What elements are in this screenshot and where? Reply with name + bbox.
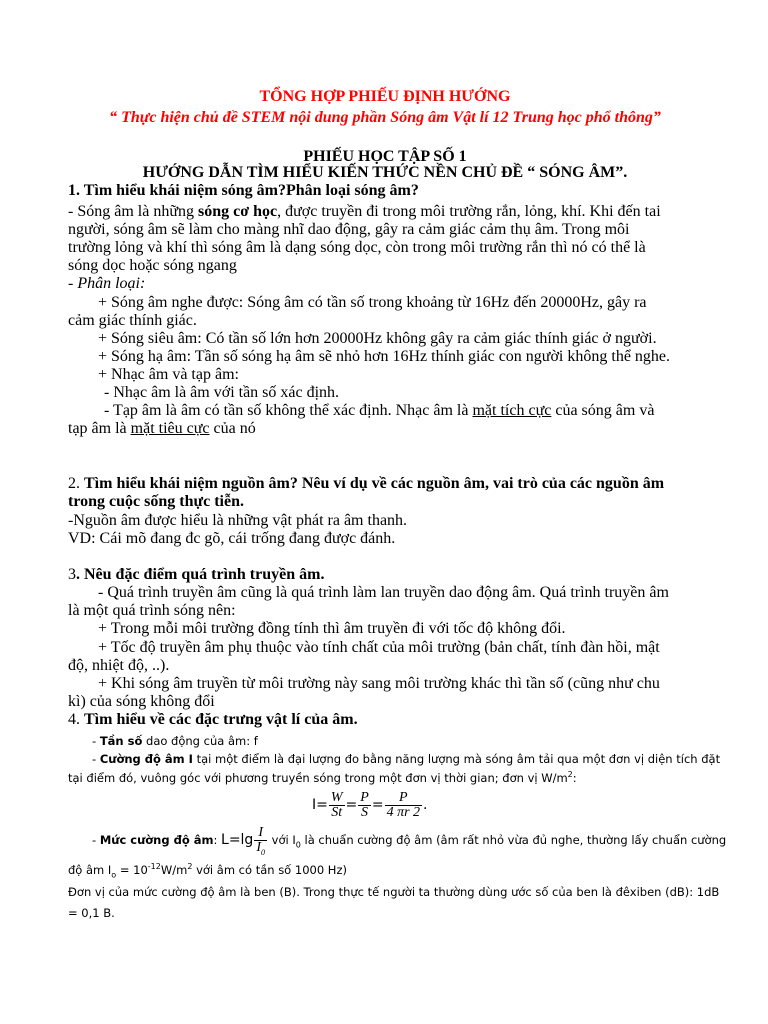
- document-title: TỔNG HỢP PHIẾU ĐỊNH HƯỚNG: [259, 88, 511, 105]
- denominator: St: [331, 805, 343, 821]
- underlined-text: mặt tích cực: [472, 402, 552, 419]
- formula-end: .: [423, 797, 428, 813]
- emphasis-text: sóng cơ học: [198, 203, 278, 220]
- subscript: 0: [261, 847, 265, 857]
- section-number: 4.: [68, 711, 84, 728]
- numerator: W: [330, 790, 343, 806]
- equals-sign: =: [345, 797, 358, 813]
- text-run: của sóng âm và: [551, 402, 655, 419]
- intensity-formula: [312, 788, 768, 822]
- classification-subitem: - Nhạc âm là âm với tần số xác định.: [104, 384, 340, 401]
- text-run: -: [92, 752, 100, 766]
- section-4-heading: [68, 710, 708, 729]
- text-run: tại một điểm là đại lượng đo bằng năng lượng mà sóng âm tải qua một đơn vị diện tích đặt: [192, 752, 721, 766]
- text-run: dao động của âm: f: [142, 734, 258, 748]
- classification-subitem-cont: [68, 419, 708, 438]
- section-3-line: - Quá trình truyền âm cũng là quá trình làm lan truyền dao động âm. Quá trình truyền âm: [98, 584, 669, 601]
- denominator: [254, 841, 267, 855]
- superscript: -12: [147, 862, 161, 872]
- denominator: 4 πr 2: [386, 805, 421, 821]
- classification-item: + Sóng siêu âm: Có tần số lớn hơn 20000Hz không gây ra cảm giác thính giác ở người.: [98, 330, 657, 347]
- classification-subitem: [104, 401, 744, 420]
- section-number: 2.: [68, 475, 84, 492]
- section-1-paragraph-line: [68, 202, 708, 221]
- text-run: -: [92, 833, 100, 847]
- text-run: - Sóng âm là những: [68, 203, 198, 220]
- unit-line: Đơn vị của mức cường độ âm là ben (B). Trong thực tế người ta thường dùng ước số của ben là đêxiben (dB): 1dB: [68, 885, 720, 899]
- classification-item-cont: cảm giác thính giác.: [68, 312, 197, 329]
- term-text: Mức cường độ âm: [99, 833, 214, 847]
- section-1-paragraph-line: trường lỏng và khí thì sóng âm là dạng sóng dọc, còn trong môi trường rắn thì nó có thể là: [68, 239, 646, 256]
- text-run: = 10: [116, 863, 148, 877]
- section-2-heading: [68, 474, 708, 493]
- text-run: W/m: [160, 863, 188, 877]
- section-3-heading: [68, 565, 708, 584]
- fraction: [254, 826, 267, 855]
- unit-line-cont: = 0,1 B.: [68, 906, 115, 920]
- heading-text: Tìm hiểu khái niệm nguồn âm? Nêu ví dụ về các nguồn âm, vai trò của các nguồn âm: [84, 475, 665, 492]
- frequency-line: [92, 733, 732, 749]
- text-run: là chuẩn cường độ âm (âm rất nhỏ vừa đủ nghe, thường lấy chuẩn cường: [300, 833, 727, 847]
- section-1-heading: 1. Tìm hiểu khái niệm sóng âm?Phân loại sóng âm?: [68, 182, 419, 199]
- section-3-line: + Trong mỗi môi trường đồng tính thì âm truyền đi với tốc độ không đổi.: [98, 620, 566, 637]
- equals-sign: =: [371, 797, 384, 813]
- section-2-heading-cont: trong cuộc sống thực tiễn.: [68, 493, 244, 510]
- heading-text: Tìm hiểu về các đặc trưng vật lí của âm.: [84, 711, 358, 728]
- text-run: , được truyền đi trong môi trường rắn, lỏng, khí. Khi đến tai: [277, 203, 661, 220]
- sheet-heading: HƯỚNG DẪN TÌM HIỂU KIẾN THỨC NỀN CHỦ ĐỀ “ SÓNG ÂM”.: [142, 164, 628, 181]
- classification-label: - Phân loại:: [68, 275, 146, 292]
- subscript: 0: [295, 840, 301, 850]
- section-1-paragraph-line: người, sóng âm sẽ làm cho màng nhĩ dao động, gây ra cảm giác cảm thụ âm. Trong môi: [68, 221, 630, 238]
- section-3-line: là một quá trình sóng nên:: [68, 602, 236, 619]
- term-text: Cường độ âm I: [99, 752, 193, 766]
- sound-level-line-cont: [68, 862, 708, 878]
- text-run: -: [92, 734, 100, 748]
- formula-symbol: I=: [312, 797, 328, 813]
- text-run: tại điểm đó, vuông góc với phương truyền sóng trong một đơn vị thời gian; đơn vị W/m: [68, 771, 568, 785]
- text-run: của nó: [209, 420, 256, 437]
- term-text: Tần số: [99, 734, 143, 748]
- section-3-line: độ, nhiệt độ, ..).: [68, 657, 170, 674]
- text-run: độ âm I: [68, 863, 112, 877]
- section-2-line: VD: Cái mõ đang đc gõ, cái trống đang được đánh.: [68, 530, 396, 547]
- text-run: với âm có tần số 1000 Hz): [192, 863, 347, 877]
- intensity-line-cont: [68, 770, 708, 786]
- fraction: [329, 791, 345, 820]
- numerator: P: [385, 791, 422, 806]
- text-run: - Tạp âm là âm có tần số không thể xác định. Nhạc âm là: [104, 402, 473, 419]
- section-3-line: kì) của sóng không đổi: [68, 693, 215, 710]
- numerator: I: [254, 826, 267, 841]
- classification-item: + Sóng hạ âm: Tần số sóng hạ âm sẽ nhỏ hơn 16Hz thính giác con người không thể nghe.: [98, 348, 671, 365]
- numerator: P: [360, 790, 369, 806]
- denominator: S: [361, 805, 369, 821]
- fraction: [358, 791, 371, 820]
- classification-item: + Sóng âm nghe được: Sóng âm có tần số trong khoảng từ 16Hz đến 20000Hz, gây ra: [98, 294, 647, 311]
- heading-text: . Nêu đặc điểm quá trình truyền âm.: [76, 566, 325, 583]
- classification-item: + Nhạc âm và tạp âm:: [98, 366, 239, 383]
- text-run: :: [213, 833, 222, 847]
- section-3-line: + Tốc độ truyền âm phụ thuộc vào tính chất của môi trường (bản chất, tính đàn hồi, mật: [98, 639, 660, 656]
- document-subtitle: “ Thực hiện chủ đề STEM nội dung phần Sóng âm Vật lí 12 Trung học phổ thông”: [109, 109, 661, 126]
- text-run: với I: [268, 833, 296, 847]
- sound-level-line: [92, 822, 732, 858]
- section-3-line: + Khi sóng âm truyền từ môi trường này sang môi trường khác thì tần số (cũng như chu: [98, 675, 660, 692]
- superscript: 2: [567, 770, 573, 780]
- text-run: :: [572, 771, 577, 785]
- denominator-base: I: [256, 840, 261, 855]
- superscript: 2: [187, 862, 193, 872]
- intensity-line: [92, 751, 732, 767]
- underlined-text: mặt tiêu cực: [130, 420, 210, 437]
- section-2-line: -Nguồn âm được hiểu là những vật phát ra âm thanh.: [68, 512, 408, 529]
- text-run: tạp âm là: [68, 420, 131, 437]
- subscript: o: [111, 870, 117, 880]
- fraction: [385, 791, 422, 820]
- sheet-title: PHIẾU HỌC TẬP SỐ 1: [303, 148, 467, 165]
- formula-symbol: L=lg: [221, 832, 254, 848]
- section-1-paragraph-line: sóng dọc hoặc sóng ngang: [68, 257, 237, 274]
- section-number: 3: [68, 566, 76, 583]
